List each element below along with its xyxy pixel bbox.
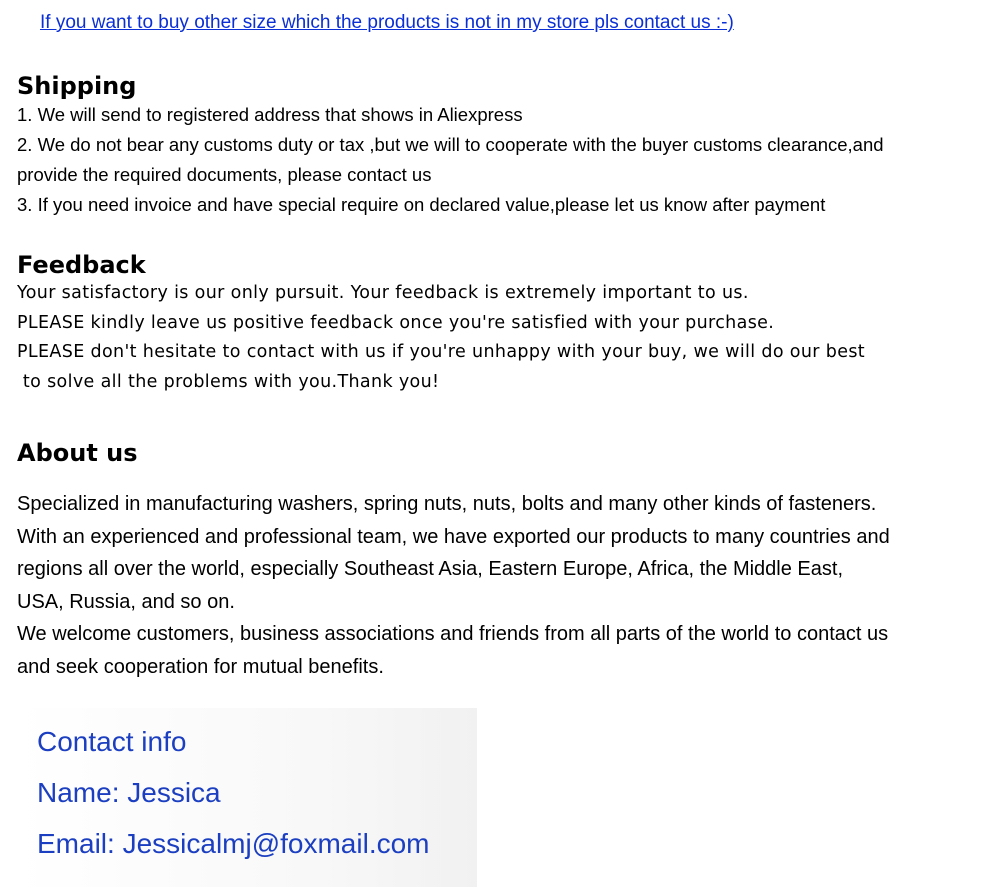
about-line: We welcome customers, business associations and friends from all parts of the world to contact us: [17, 623, 889, 646]
shipping-line: 2. We do not bear any customs duty or tax ,but we will to cooperate with the buyer customs clearance,and: [17, 134, 884, 155]
shipping-heading: Shipping: [17, 72, 137, 100]
contact-info-title: Contact info: [37, 726, 187, 757]
shipping-line: provide the required documents, please contact us: [17, 164, 432, 185]
contact-name: Name: Jessica: [37, 777, 221, 808]
feedback-line: Your satisfactory is our only pursuit. Your feedback is extremely important to us.: [17, 283, 749, 303]
about-line: USA, Russia, and so on.: [17, 590, 235, 613]
contact-email[interactable]: Email: Jessicalmj@foxmail.com: [37, 828, 430, 859]
contact-info-box: [17, 708, 477, 887]
shipping-line: 3. If you need invoice and have special require on declared value,please let us know after payment: [17, 194, 826, 215]
about-section: [17, 488, 890, 684]
feedback-line: PLEASE kindly leave us positive feedback once you're satisfied with your purchase.: [17, 312, 775, 333]
shipping-line: 1. We will send to registered address that shows in Aliexpress: [17, 104, 523, 125]
about-line: With an experienced and professional team, we have exported our products to many countries and: [17, 525, 890, 548]
about-line: regions all over the world, especially Southeast Asia, Eastern Europe, Africa, the Middle East,: [17, 558, 843, 581]
contact-store-link[interactable]: If you want to buy other size which the products is not in my store pls contact us :-): [40, 12, 734, 33]
feedback-line: to solve all the problems with you.Thank you!: [17, 372, 440, 393]
about-line: Specialized in manufacturing washers, spring nuts, nuts, bolts and many other kinds of fasteners.: [17, 493, 877, 515]
feedback-line: PLEASE don't hesitate to contact with us if you're unhappy with your buy, we will do our best: [17, 342, 866, 363]
shipping-section: [17, 100, 884, 220]
feedback-heading: Feedback: [17, 251, 146, 279]
about-heading: About us: [17, 439, 138, 467]
feedback-section: [17, 279, 865, 398]
about-line: and seek cooperation for mutual benefits.: [17, 655, 384, 678]
